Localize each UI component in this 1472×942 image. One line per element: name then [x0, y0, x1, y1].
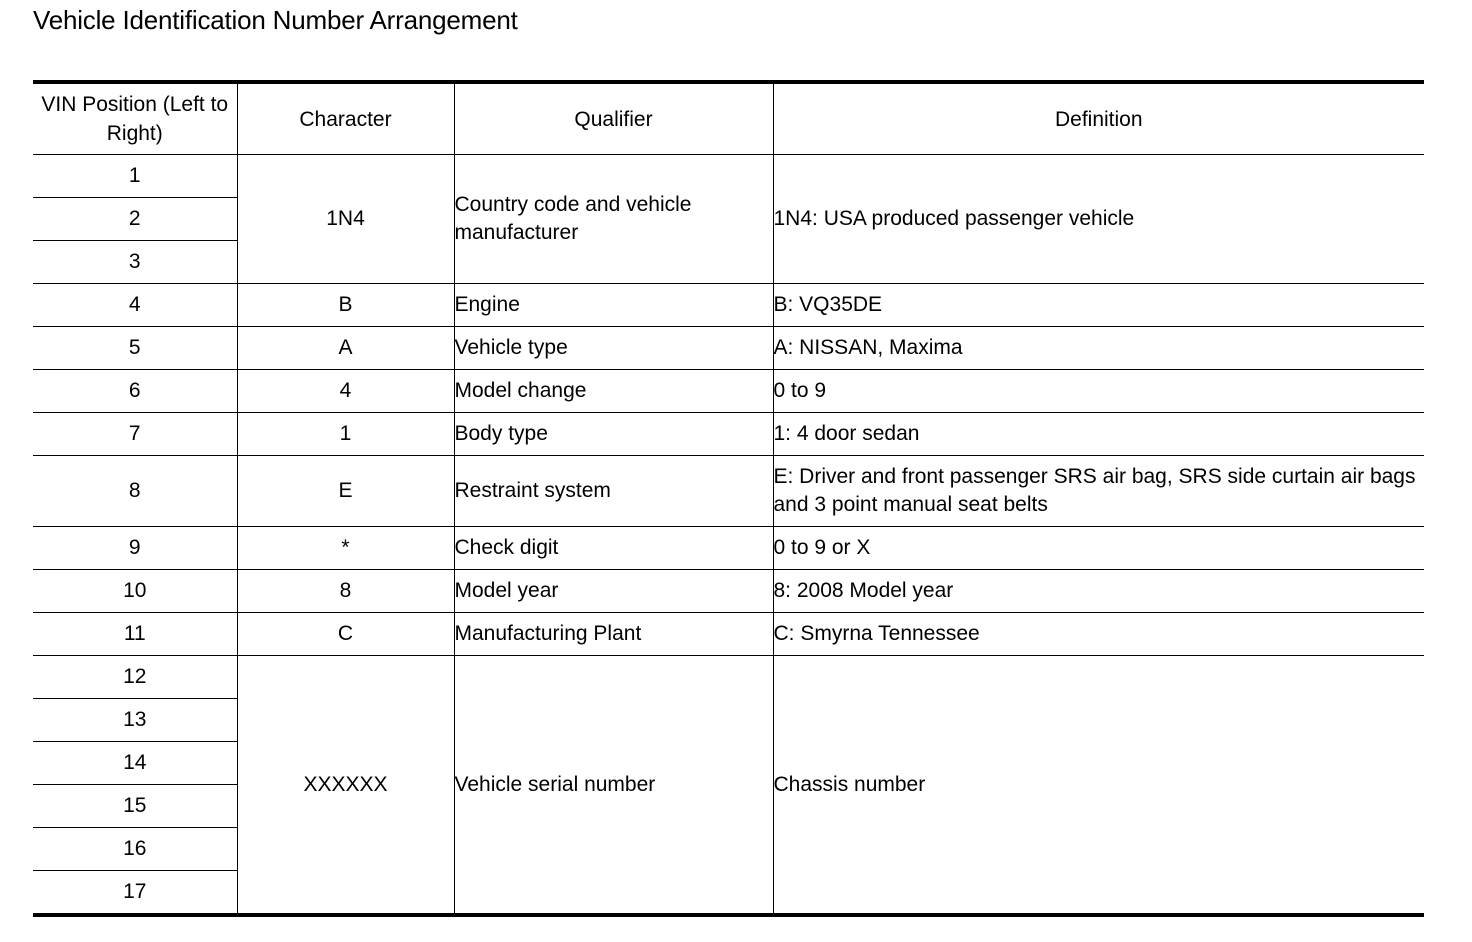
vin-position-cell: 8: [33, 456, 237, 527]
vin-position-cell: 2: [33, 198, 237, 241]
character-cell: *: [237, 527, 454, 570]
header-qualifier: Qualifier: [454, 82, 773, 155]
table-row: [33, 327, 1424, 370]
qualifier-cell: Model change: [454, 370, 773, 413]
qualifier-cell: Restraint system: [454, 456, 773, 527]
definition-cell: Chassis number: [773, 656, 1424, 916]
definition-cell: A: NISSAN, Maxima: [773, 327, 1424, 370]
vin-position-cell: 3: [33, 241, 237, 284]
header-definition: Definition: [773, 82, 1424, 155]
vin-position-cell: 6: [33, 370, 237, 413]
qualifier-cell: Check digit: [454, 527, 773, 570]
table-row: [33, 413, 1424, 456]
table-row: [33, 456, 1424, 527]
character-cell: XXXXXX: [237, 656, 454, 916]
character-cell: 8: [237, 570, 454, 613]
header-vin-position: VIN Position (Left to Right): [33, 82, 237, 155]
table-row: [33, 370, 1424, 413]
qualifier-cell: Engine: [454, 284, 773, 327]
page-title: Vehicle Identification Number Arrangement: [33, 5, 518, 35]
vin-position-cell: 10: [33, 570, 237, 613]
vin-position-cell: 5: [33, 327, 237, 370]
character-cell: A: [237, 327, 454, 370]
qualifier-cell: Vehicle serial number: [454, 656, 773, 916]
qualifier-cell: Body type: [454, 413, 773, 456]
table-header-row: [33, 82, 1424, 155]
qualifier-cell: Model year: [454, 570, 773, 613]
definition-cell: 0 to 9 or X: [773, 527, 1424, 570]
vin-position-cell: 7: [33, 413, 237, 456]
definition-cell: C: Smyrna Tennessee: [773, 613, 1424, 656]
vin-position-cell: 1: [33, 155, 237, 198]
definition-cell: B: VQ35DE: [773, 284, 1424, 327]
vin-position-cell: 13: [33, 699, 237, 742]
vin-position-cell: 15: [33, 785, 237, 828]
qualifier-cell: Vehicle type: [454, 327, 773, 370]
vin-position-cell: 14: [33, 742, 237, 785]
vin-position-cell: 16: [33, 828, 237, 871]
table-row: [33, 570, 1424, 613]
header-character: Character: [237, 82, 454, 155]
table-row: [33, 656, 1424, 699]
vin-position-cell: 11: [33, 613, 237, 656]
character-cell: E: [237, 456, 454, 527]
table-row: [33, 527, 1424, 570]
qualifier-cell: Country code and vehicle manufacturer: [454, 155, 773, 284]
definition-cell: 8: 2008 Model year: [773, 570, 1424, 613]
character-cell: 1N4: [237, 155, 454, 284]
table-row: [33, 155, 1424, 198]
character-cell: B: [237, 284, 454, 327]
table-row: [33, 613, 1424, 656]
definition-cell: 1: 4 door sedan: [773, 413, 1424, 456]
vin-position-cell: 9: [33, 527, 237, 570]
character-cell: C: [237, 613, 454, 656]
character-cell: 4: [237, 370, 454, 413]
character-cell: 1: [237, 413, 454, 456]
definition-cell: E: Driver and front passenger SRS air bag, SRS side curtain air bags and 3 point manual seat belts: [773, 456, 1424, 527]
table-row: [33, 284, 1424, 327]
definition-cell: 1N4: USA produced passenger vehicle: [773, 155, 1424, 284]
vin-position-cell: 4: [33, 284, 237, 327]
vin-position-cell: 17: [33, 871, 237, 916]
vin-arrangement-table: [33, 80, 1424, 917]
vin-position-cell: 12: [33, 656, 237, 699]
qualifier-cell: Manufacturing Plant: [454, 613, 773, 656]
definition-cell: 0 to 9: [773, 370, 1424, 413]
